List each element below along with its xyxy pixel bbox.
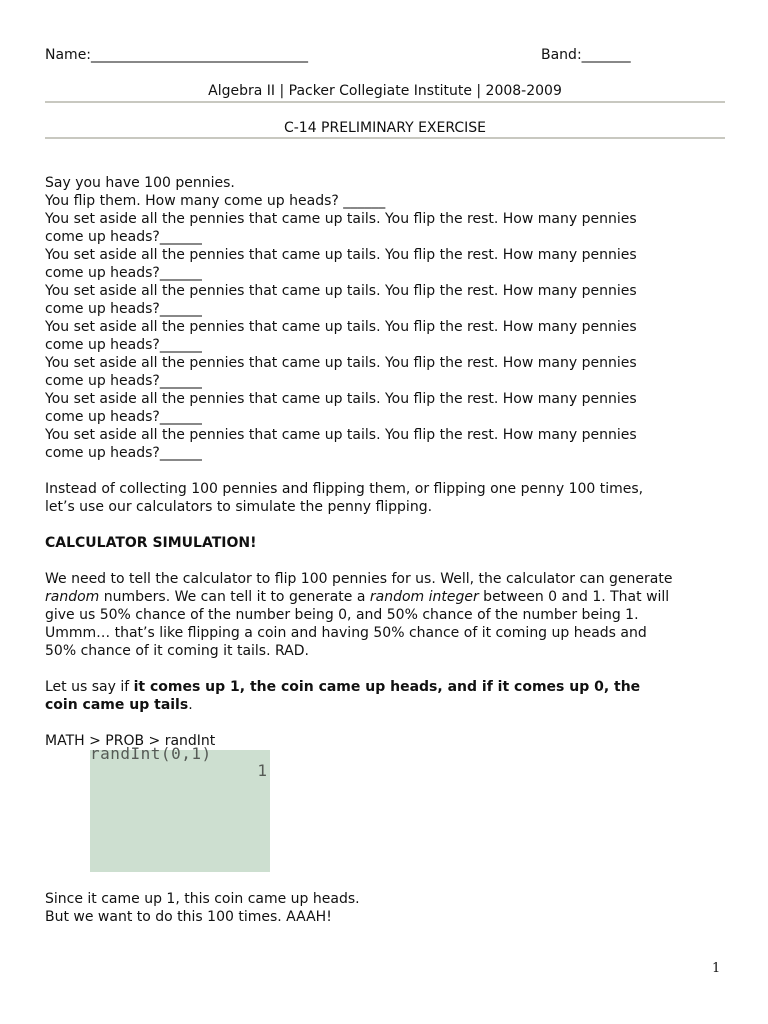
calculator-menu-path: MATH > PROB > randInt [45, 733, 216, 749]
divider [45, 137, 725, 139]
rule-line [45, 678, 725, 696]
emphasis-random-integer: random integer [369, 589, 479, 605]
spacer [45, 872, 725, 890]
repeat-question-b: come up heads?______ [45, 373, 202, 389]
intro-line: Say you have 100 pennies. [45, 175, 235, 191]
header-row [45, 46, 725, 66]
explanation-line: 50% chance of it coming it tails. RAD. [45, 643, 309, 659]
repeat-question-b: come up heads?______ [45, 265, 202, 281]
alternative-line: Instead of collecting 100 pennies and flipping them, or flipping one penny 100 times, [45, 481, 644, 497]
repeat-question-b: come up heads?______ [45, 229, 202, 245]
divider [45, 101, 725, 103]
page-number: 1 [712, 961, 721, 976]
course-line: Algebra II | Packer Collegiate Institute | 2008-2009 [208, 83, 562, 99]
rule-bold: coin came up tails [45, 697, 189, 713]
calculator-screen [90, 744, 270, 872]
repeat-question-a: You set aside all the pennies that came up tails. You flip the rest. How many pennies [45, 391, 637, 407]
repeat-question-a: You set aside all the pennies that came up tails. You flip the rest. How many pennies [45, 319, 637, 335]
rule-line [45, 696, 725, 714]
alternative-line: let’s use our calculators to simulate the penny flipping. [45, 499, 433, 515]
rule-bold: it comes up 1, the coin came up heads, and if it comes up 0, the [133, 679, 641, 695]
explanation-line: We need to tell the calculator to flip 100 pennies for us. Well, the calculator can generate [45, 571, 673, 587]
rule-prefix: Let us say if [45, 679, 134, 695]
explanation-text: numbers. We can tell it to generate a [99, 589, 370, 605]
intro-line: You flip them. How many come up heads? ______ [45, 193, 386, 209]
repeat-question-b: come up heads?______ [45, 337, 202, 353]
repeat-question-b: come up heads?______ [45, 301, 202, 317]
repeat-question-b: come up heads?______ [45, 409, 202, 425]
conclusion-line: Since it came up 1, this coin came up heads. [45, 891, 360, 907]
exercise-title: C-14 PRELIMINARY EXERCISE [283, 120, 487, 136]
calculator-result: 1 [257, 761, 267, 780]
conclusion-line: But we want to do this 100 times. AAAH! [45, 909, 332, 925]
emphasis-random: random [45, 589, 100, 605]
spacer [45, 660, 725, 678]
band-field-label: Band:_______ [541, 47, 631, 63]
repeat-question-a: You set aside all the pennies that came up tails. You flip the rest. How many pennies [45, 427, 637, 443]
spacer [45, 462, 725, 480]
explanation-line [45, 588, 725, 606]
section-title: CALCULATOR SIMULATION! [45, 535, 257, 551]
explanation-line: Ummm… that’s like flipping a coin and having 50% chance of it coming up heads and [45, 625, 647, 641]
repeat-question-a: You set aside all the pennies that came up tails. You flip the rest. How many pennies [45, 283, 637, 299]
spacer [45, 552, 725, 570]
repeat-question-b: come up heads?______ [45, 445, 202, 461]
explanation-line: give us 50% chance of the number being 0, and 50% chance of the number being 1. [45, 607, 639, 623]
rule-suffix: . [188, 697, 193, 713]
spacer [45, 714, 725, 732]
repeat-question-a: You set aside all the pennies that came up tails. You flip the rest. How many pennies [45, 247, 637, 263]
repeat-question-a: You set aside all the pennies that came up tails. You flip the rest. How many pennies [45, 355, 637, 371]
repeat-question-a: You set aside all the pennies that came up tails. You flip the rest. How many pennies [45, 211, 637, 227]
worksheet-body [45, 174, 725, 926]
name-field-label: Name:_______________________________ [45, 47, 309, 63]
spacer [45, 516, 725, 534]
calculator-command: randInt(0,1) [90, 744, 212, 763]
explanation-text: between 0 and 1. That will [478, 589, 670, 605]
